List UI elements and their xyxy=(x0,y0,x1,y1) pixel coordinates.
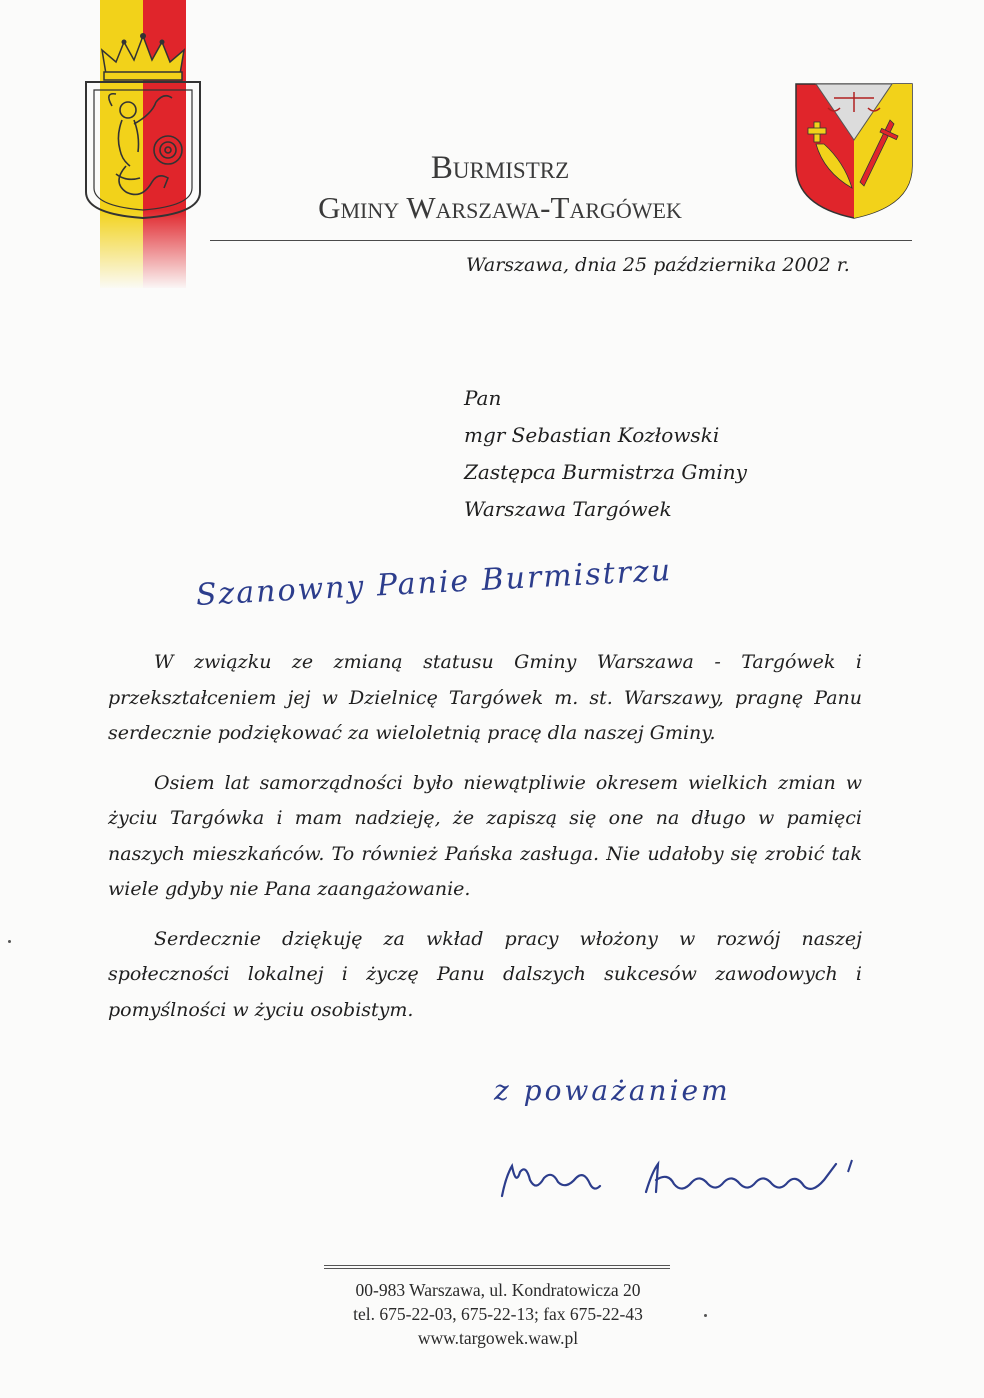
recipient-line-3: Zastępca Burmistrza Gminy xyxy=(464,460,747,484)
footer-divider-1 xyxy=(324,1265,670,1266)
flag-fade xyxy=(100,210,186,290)
letterhead-title xyxy=(230,148,770,228)
recipient-line-2: mgr Sebastian Kozłowski xyxy=(464,423,720,447)
body-paragraph-2: Osiem lat samorządności było niewątpliwie okresem wielkich zmian w życiu Targówka i mam nadzieję, że zapiszą się one na długo w pamięci naszych mieszkańców. To również Pańska zasługa. Nie udałoby się zrobić tak wiele gdyby nie Pana zaangażowanie. xyxy=(108,771,862,900)
footer-website: www.targowek.waw.pl xyxy=(417,1328,579,1348)
scan-speck xyxy=(8,940,11,943)
recipient-line-4: Warszawa Targówek xyxy=(464,497,672,521)
recipient-address xyxy=(464,380,884,528)
footer-contact xyxy=(260,1278,736,1350)
crown-icon xyxy=(102,33,184,80)
warsaw-coat-of-arms-icon xyxy=(82,32,204,220)
targowek-coat-of-arms-icon xyxy=(794,82,914,220)
date-line: Warszawa, dnia 25 października 2002 r. xyxy=(466,254,850,276)
scan-speck xyxy=(704,1314,707,1317)
footer-phones: tel. 675-22-03, 675-22-13; fax 675-22-43 xyxy=(353,1304,643,1324)
footer-address: 00-983 Warszawa, ul. Kondratowicza 20 xyxy=(355,1280,641,1300)
signature xyxy=(496,1156,866,1204)
recipient-line-1: Pan xyxy=(464,386,502,410)
handwritten-salutation: Szanowny Panie Burmistrzu xyxy=(195,553,673,613)
header-divider xyxy=(210,240,912,241)
mermaid-figure xyxy=(109,94,182,195)
handwritten-closing: z poważaniem xyxy=(494,1074,731,1107)
title-line-2: Gminy Warszawa-Targówek xyxy=(318,190,682,225)
title-line-1: Burmistrz xyxy=(430,150,570,186)
body-paragraph-3: Serdecznie dziękuję za wkład pracy włożony w rozwój naszej społeczności lokalnej i życzę Panu dalszych sukcesów zawodowych i pomyślności w życiu osobistym. xyxy=(108,927,862,1021)
footer-divider-2 xyxy=(324,1268,670,1269)
body-paragraph-1: W związku ze zmianą statusu Gminy Warszawa - Targówek i przekształceniem jej w Dzielnicę Targówek m. st. Warszawy, pragnę Panu serdecznie podziękować za wieloletnią pracę dla naszej Gminy. xyxy=(108,651,862,744)
letter-body xyxy=(108,645,862,1042)
